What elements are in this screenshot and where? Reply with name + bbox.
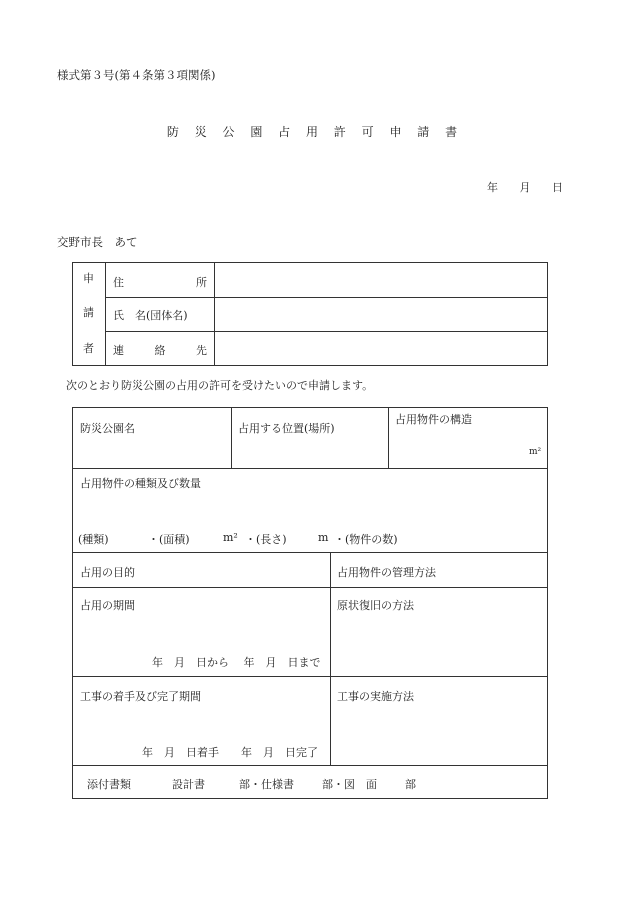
period-range: 年 月 日から 年 月 日まで [152, 656, 321, 669]
structure-unit: m² [529, 447, 542, 457]
management-label: 占用物件の管理方法 [337, 566, 436, 579]
construction-range: 年 月 日着手 年 月 日完了 [142, 746, 318, 759]
attachments-design: 設計書 [172, 778, 205, 791]
applicant-table [72, 262, 548, 366]
kind-qty-label: 占用物件の種類及び数量 [80, 477, 201, 490]
count-label: ・(物件の数) [334, 533, 398, 546]
attachments-label: 添付書類 [87, 778, 131, 791]
construction-period-label: 工事の着手及び完了期間 [80, 690, 201, 703]
restoration-label: 原状復旧の方法 [337, 599, 414, 612]
period-label: 占用の期間 [80, 599, 135, 612]
address-label: 住 所 [113, 276, 207, 289]
date-line: 年 月 日 [487, 181, 563, 194]
name-label: 氏 名(団体名) [113, 309, 188, 322]
purpose-label: 占用の目的 [80, 566, 135, 579]
length-label: ・(長さ) [245, 533, 287, 546]
document-title: 防 災 公 園 占 用 許 可 申 請 書 [166, 125, 464, 139]
attachments-part3: 部 [405, 778, 416, 791]
kind-label: (種類) [78, 533, 109, 546]
details-table [72, 407, 548, 799]
length-unit: m [318, 531, 329, 544]
area-unit: m² [223, 531, 238, 544]
address-field[interactable] [215, 264, 547, 296]
applicant-side-label-1: 申 [83, 272, 94, 285]
attachments-part1: 部・仕様書 [239, 778, 294, 791]
position-label: 占用する位置(場所) [238, 422, 335, 435]
attachments-part2: 部・図 面 [322, 778, 377, 791]
contact-label: 連 絡 先 [113, 344, 207, 357]
structure-label: 占用物件の構造 [395, 413, 472, 426]
applicant-side-label-3: 者 [83, 342, 94, 355]
park-name-label: 防災公園名 [80, 422, 135, 435]
construction-method-label: 工事の実施方法 [337, 690, 414, 703]
area-label: ・(面積) [148, 533, 190, 546]
addressee: 交野市長 あて [57, 235, 138, 249]
name-field[interactable] [215, 298, 547, 330]
contact-field[interactable] [215, 332, 547, 364]
applicant-side-label-2: 請 [83, 306, 94, 319]
intro-text: 次のとおり防災公園の占用の許可を受けたいので申請します。 [66, 379, 374, 392]
form-number: 様式第３号(第４条第３項関係) [57, 68, 216, 82]
